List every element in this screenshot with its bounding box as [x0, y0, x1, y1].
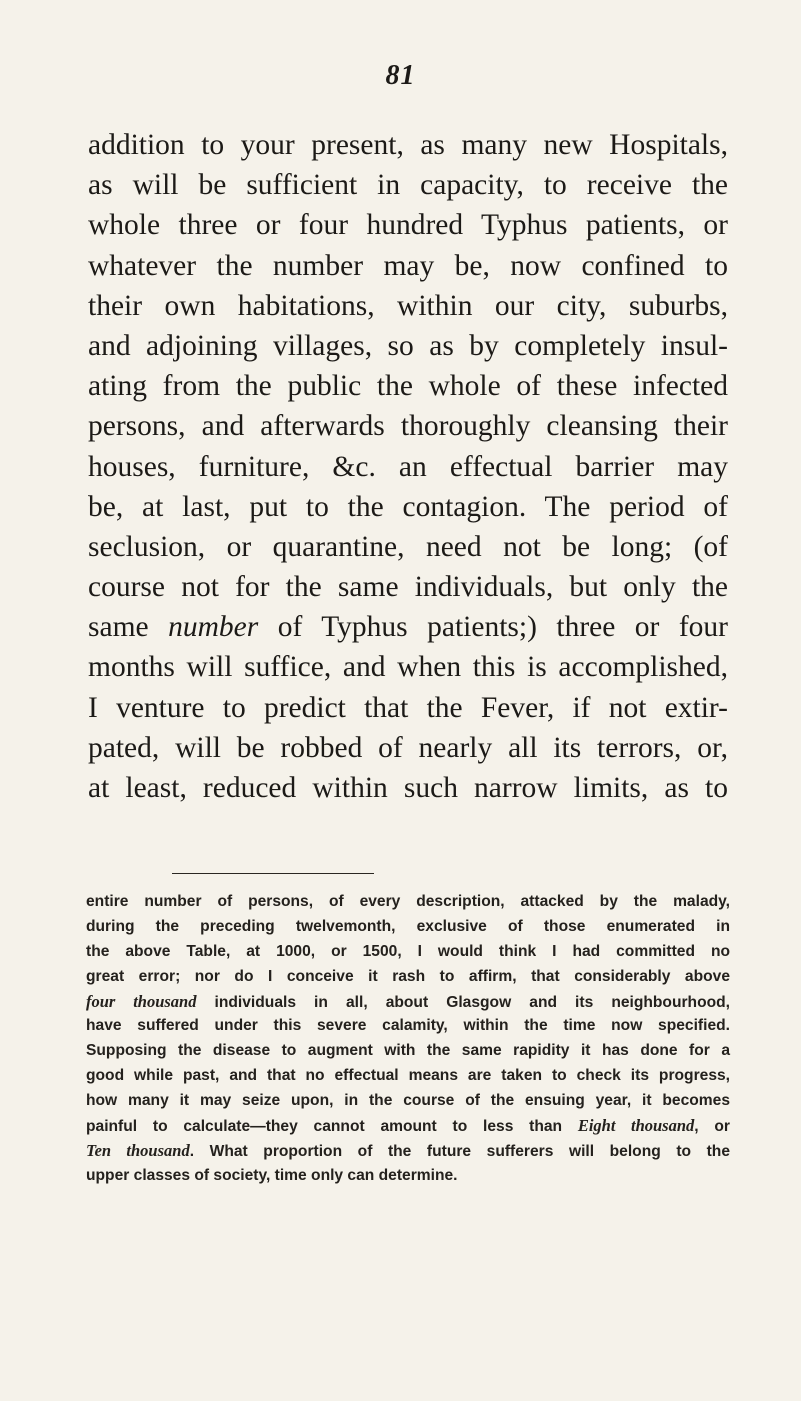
text-line: months will suffice, and when this is accomplished,	[88, 651, 728, 684]
main-text	[88, 125, 728, 808]
footnote-line: how many it may seize upon, in the course of the ensuing year, it becomes	[86, 1092, 730, 1110]
footnote-line: during the preceding twelvemonth, exclusive of those enumerated in	[86, 917, 730, 935]
footnote-line: the above Table, at 1000, or 1500, I would think I had committed no	[86, 942, 730, 960]
page-number: 81	[385, 60, 416, 91]
text-line: whatever the number may be, now confined to	[88, 249, 728, 282]
text-segment: of Typhus patients;) three or four	[258, 611, 728, 644]
text-line: at least, reduced within such narrow limits, as to	[88, 772, 728, 804]
text-line: houses, furniture, &c. an effectual barrier may	[88, 450, 728, 483]
footnote-line: entire number of persons, of every description, attacked by the malady,	[86, 893, 730, 910]
italic-phrase: four thousand	[86, 991, 197, 1011]
text-line: persons, and afterwards thoroughly cleansing their	[88, 410, 728, 443]
footnote-line: great error; nor do I conceive it rash to affirm, that considerably above	[86, 967, 730, 985]
italic-phrase: Eight thousand	[577, 1116, 695, 1136]
text-segment: . What proportion of the future sufferers will belong to the	[189, 1142, 730, 1160]
footnote-divider	[172, 873, 374, 874]
footnote-line: have suffered under this severe calamity, within the time now specified.	[86, 1017, 730, 1035]
italic-phrase: Ten thousand	[86, 1140, 190, 1160]
text-line: their own habitations, within our city, suburbs,	[88, 289, 728, 322]
text-line: as will be sufficient in capacity, to receive the	[88, 169, 728, 202]
text-line: addition to your present, as many new Hospitals,	[88, 129, 728, 161]
text-line: course not for the same individuals, but only the	[88, 571, 728, 604]
text-line: whole three or four hundred Typhus patients, or	[88, 209, 728, 242]
footnote-line	[86, 990, 730, 1015]
text-line: I venture to predict that the Fever, if not extir-	[88, 691, 728, 724]
footnote-line: Supposing the disease to augment with the same rapidity it has done for a	[86, 1042, 730, 1060]
footnote-line: upper classes of society, time only can determine.	[86, 1166, 458, 1184]
text-line: ating from the public the whole of these infected	[88, 370, 728, 403]
footnote	[86, 890, 730, 1189]
text-line	[88, 607, 728, 647]
text-line: and adjoining villages, so as by completely insul-	[88, 329, 728, 362]
text-line: pated, will be robbed of nearly all its terrors, or,	[88, 731, 728, 764]
footnote-line	[86, 1114, 730, 1139]
footnote-line: good while past, and that no effectual means are taken to check its progress,	[86, 1067, 730, 1085]
italic-word: number	[168, 611, 259, 644]
text-segment: , or	[694, 1118, 730, 1136]
text-segment: painful to calculate—they cannot amount to less than	[86, 1118, 578, 1136]
text-line: be, at last, put to the contagion. The period of	[88, 490, 728, 523]
text-segment: individuals in all, about Glasgow and its neighbourhood,	[196, 993, 730, 1011]
footnote-line	[86, 1139, 730, 1164]
text-segment: same	[88, 611, 169, 644]
text-line: seclusion, or quarantine, need not be long; (of	[88, 530, 728, 563]
